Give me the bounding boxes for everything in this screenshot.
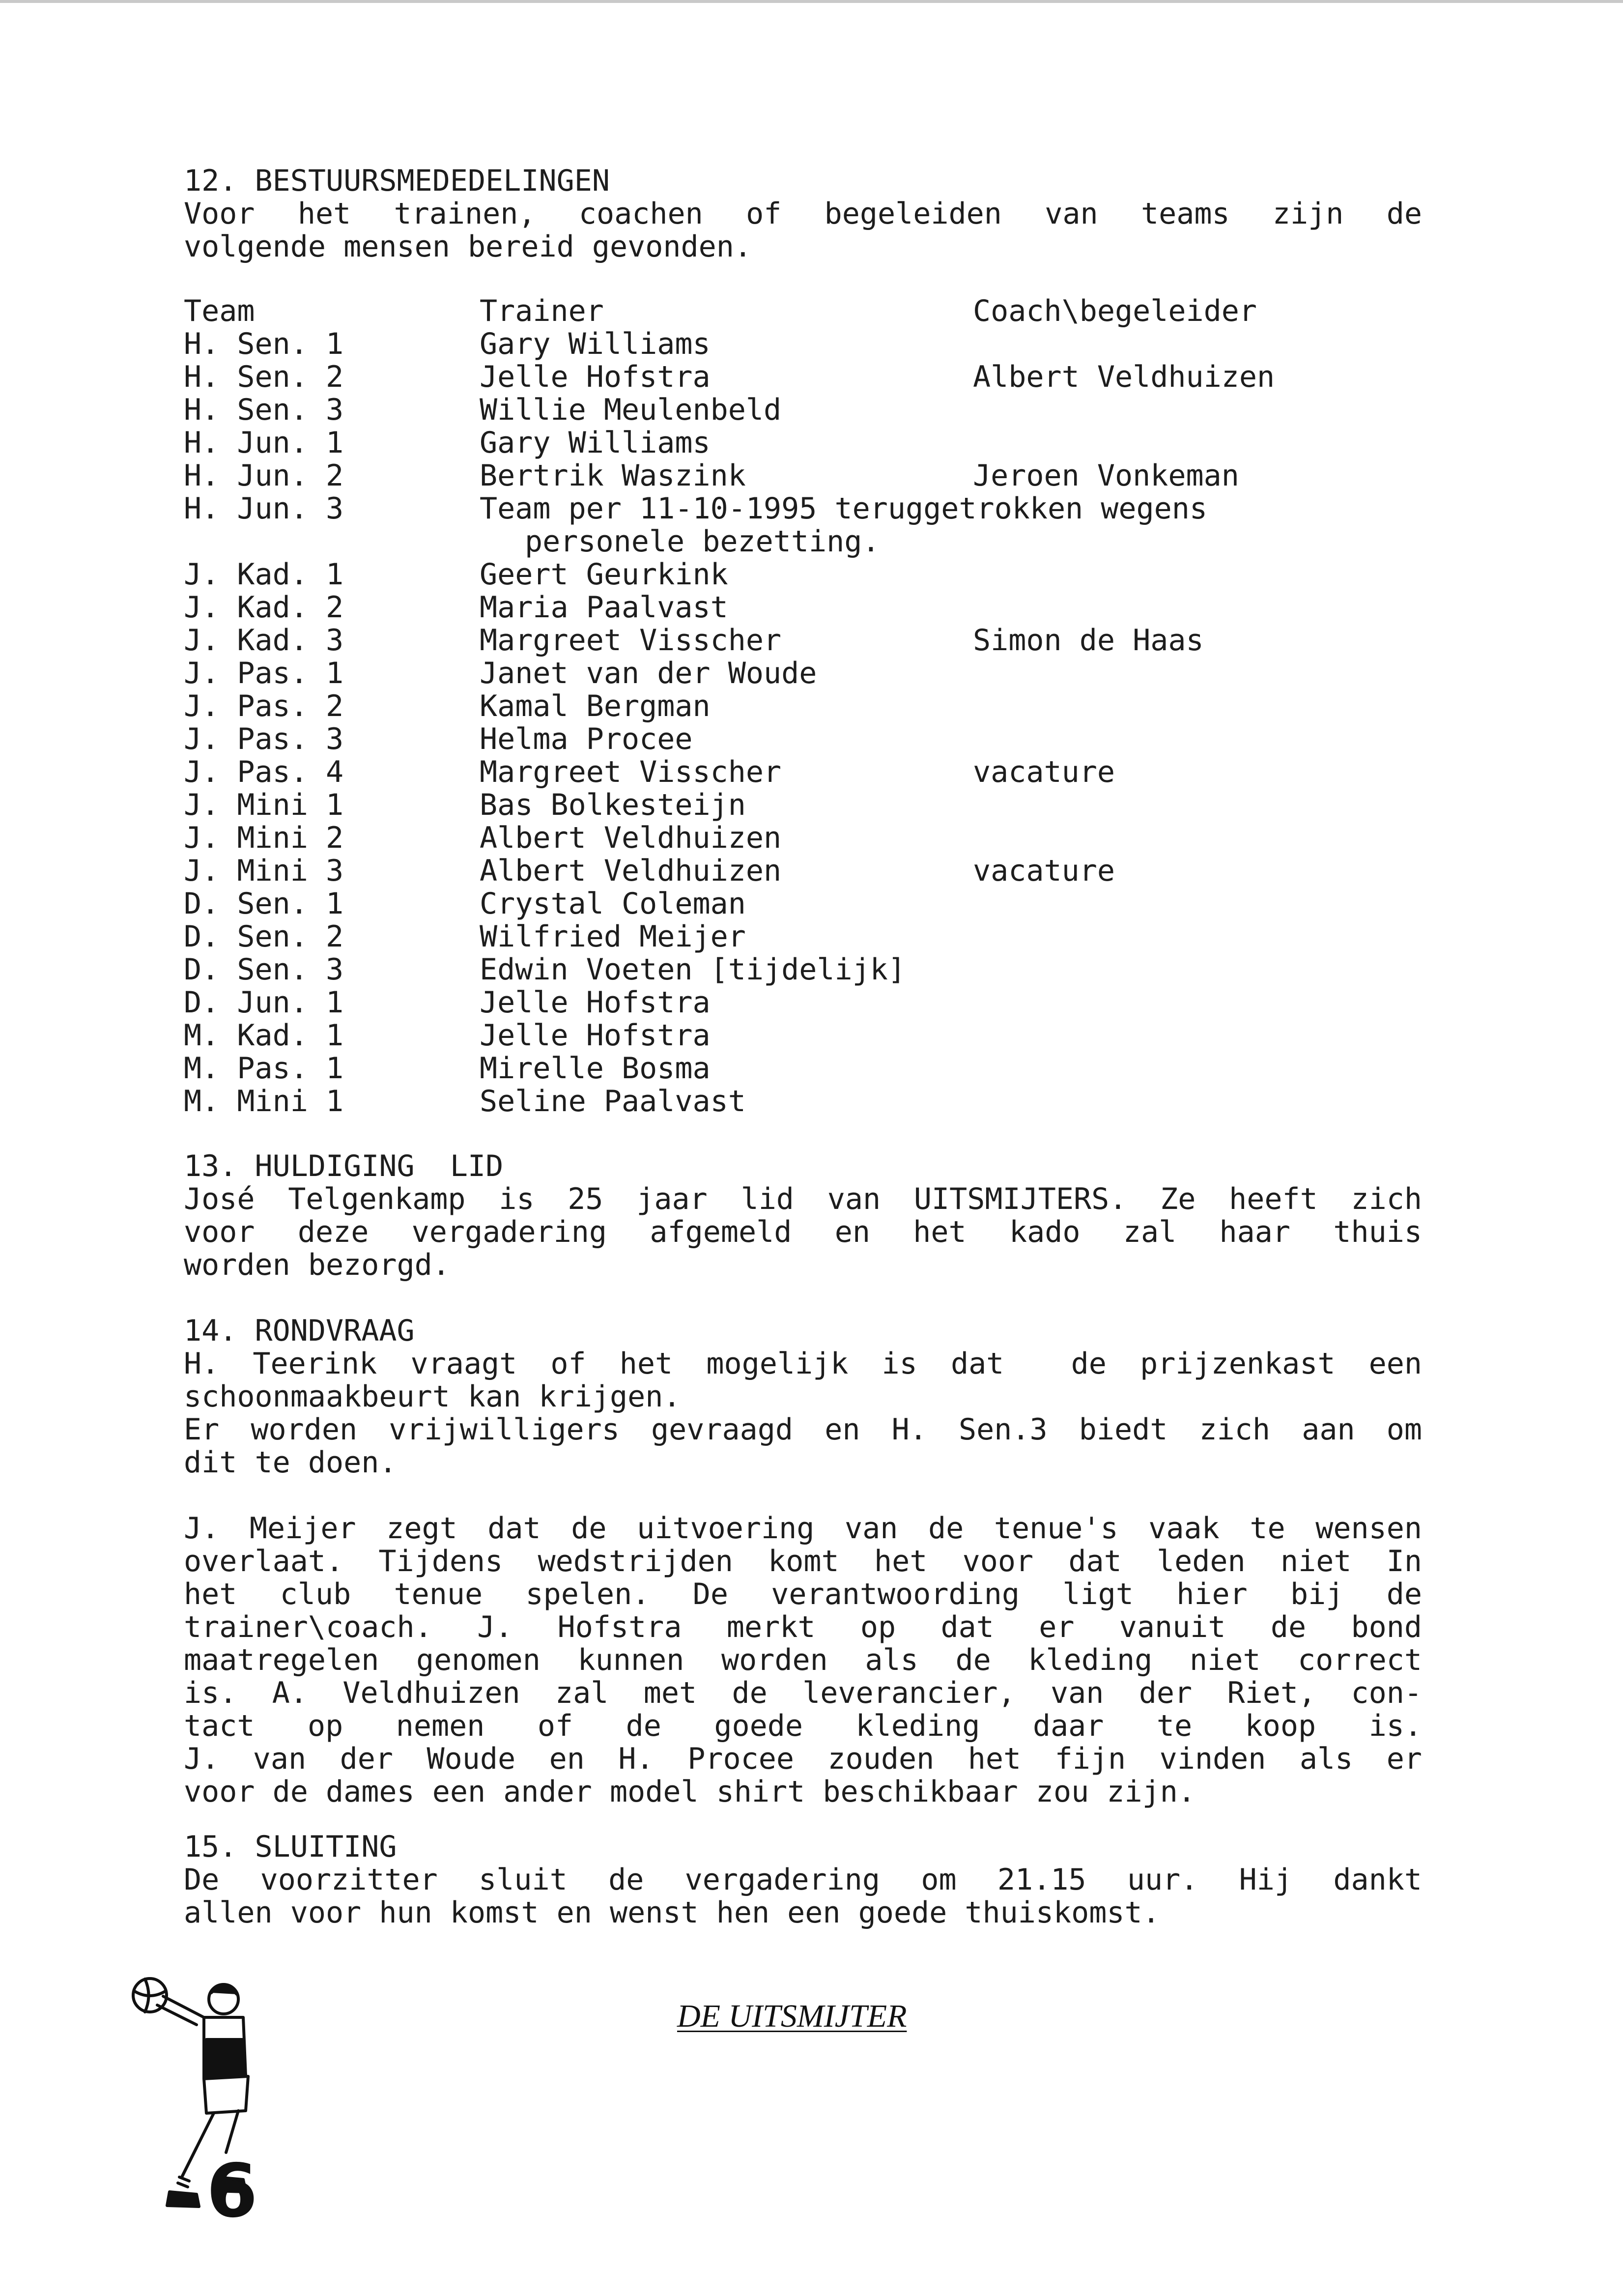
roster-row — [184, 756, 1422, 789]
team-cell: D. Sen. 2 — [184, 919, 344, 954]
team-cell: J. Pas. 2 — [184, 689, 344, 723]
section-15-heading: 15. SLUITING — [184, 1830, 397, 1864]
team-cell: H. Jun. 1 — [184, 426, 344, 460]
section-13-line: worden bezorgd. — [184, 1248, 450, 1282]
trainer-cell: Albert Veldhuizen — [480, 854, 782, 888]
trainer-cell: Willie Meulenbeld — [480, 393, 782, 427]
section-12-intro-line: volgende mensen bereid gevonden. — [184, 230, 752, 264]
team-cell: J. Mini 1 — [184, 788, 344, 822]
trainer-cell: Gary Williams — [480, 426, 711, 460]
section-15-line: De voorzitter sluit de vergadering om 21.15 uur. Hij dankt — [184, 1863, 1422, 1897]
note-cell: personele bezetting. — [525, 524, 880, 559]
roster-row — [184, 888, 1422, 920]
roster-row — [184, 855, 1422, 888]
trainer-cell: Crystal Coleman — [480, 887, 746, 921]
coach-cell: Albert Veldhuizen — [973, 360, 1275, 394]
section-13-heading: 13. HULDIGING LID — [184, 1149, 504, 1183]
roster-row — [184, 624, 1422, 657]
trainer-cell: Seline Paalvast — [480, 1084, 746, 1119]
newsletter-title: DE UITSMIJTER — [677, 1998, 907, 2034]
section-14-line: J. van der Woude en H. Procee zouden het fijn vinden als er — [184, 1742, 1422, 1776]
team-cell: D. Sen. 1 — [184, 887, 344, 921]
roster-row — [184, 361, 1422, 394]
section-14-line: Er worden vrijwilligers gevraagd en H. Sen.3 biedt zich aan om — [184, 1412, 1422, 1447]
trainer-cell: Albert Veldhuizen — [480, 821, 782, 855]
trainer-cell: Bas Bolkesteijn — [480, 788, 746, 822]
section-14-line: H. Teerink vraagt of het mogelijk is dat de prijzenkast een — [184, 1347, 1422, 1381]
team-cell: H. Sen. 3 — [184, 393, 344, 427]
trainer-cell: Edwin Voeten [tijdelijk] — [480, 952, 906, 987]
trainer-cell: Margreet Visscher — [480, 623, 782, 658]
trainer-cell: Maria Paalvast — [480, 590, 728, 625]
roster-row — [184, 558, 1422, 591]
team-cell: D. Sen. 3 — [184, 952, 344, 987]
trainer-cell: Mirelle Bosma — [480, 1051, 711, 1086]
roster-row — [184, 394, 1422, 427]
section-14-line: is. A. Veldhuizen zal met de leverancier, van der Riet, con- — [184, 1676, 1422, 1710]
section-14-line: tact op nemen of de goede kleding daar te koop is. — [184, 1709, 1422, 1743]
trainer-cell: Team per 11-10-1995 teruggetrokken wegens — [480, 491, 1208, 526]
roster-row — [184, 1019, 1422, 1052]
roster-row — [184, 1052, 1422, 1085]
roster-table — [184, 295, 1422, 1118]
roster-row — [184, 953, 1422, 986]
team-cell: M. Kad. 1 — [184, 1018, 344, 1053]
page-number: 6 — [206, 2149, 258, 2231]
team-cell: J. Mini 2 — [184, 821, 344, 855]
roster-row — [184, 822, 1422, 855]
trainer-cell: Jelle Hofstra — [480, 985, 711, 1020]
team-cell: H. Jun. 3 — [184, 491, 344, 526]
team-cell: D. Jun. 1 — [184, 985, 344, 1020]
team-cell: M. Mini 1 — [184, 1084, 344, 1119]
roster-row — [184, 690, 1422, 723]
trainer-cell: Margreet Visscher — [480, 755, 782, 789]
team-cell: H. Sen. 2 — [184, 360, 344, 394]
team-cell: J. Pas. 3 — [184, 722, 344, 756]
section-12-heading: 12. BESTUURSMEDEDELINGEN — [184, 164, 610, 198]
team-cell: J. Kad. 1 — [184, 557, 344, 592]
column-header-team: Team — [184, 294, 255, 328]
section-14-line: overlaat. Tijdens wedstrijden komt het voor dat leden niet In — [184, 1544, 1422, 1578]
roster-row — [184, 723, 1422, 756]
section-13-line: voor deze vergadering afgemeld en het kado zal haar thuis — [184, 1215, 1422, 1249]
roster-header-row — [184, 295, 1422, 328]
basketball-player-icon — [123, 1971, 285, 2231]
coach-cell: Jeroen Vonkeman — [973, 459, 1239, 493]
roster-row — [184, 920, 1422, 953]
team-cell: J. Kad. 3 — [184, 623, 344, 658]
column-header-trainer: Trainer — [480, 294, 604, 328]
coach-cell: Simon de Haas — [973, 623, 1204, 658]
team-cell: H. Sen. 1 — [184, 327, 344, 361]
section-14-line: maatregelen genomen kunnen worden als de kleding niet correct — [184, 1643, 1422, 1677]
roster-row — [184, 427, 1422, 459]
section-13-line: José Telgenkamp is 25 jaar lid van UITSMIJTERS. Ze heeft zich — [184, 1182, 1422, 1216]
trainer-cell: Jelle Hofstra — [480, 1018, 711, 1053]
team-cell: J. Pas. 1 — [184, 656, 344, 690]
team-cell: H. Jun. 2 — [184, 459, 344, 493]
coach-cell: vacature — [973, 854, 1115, 888]
trainer-cell: Wilfried Meijer — [480, 919, 746, 954]
section-14-line: trainer\coach. J. Hofstra merkt op dat er vanuit de bond — [184, 1610, 1422, 1644]
roster-row — [184, 789, 1422, 822]
team-cell: J. Mini 3 — [184, 854, 344, 888]
trainer-cell: Kamal Bergman — [480, 689, 711, 723]
section-14-line: schoonmaakbeurt kan krijgen. — [184, 1379, 681, 1414]
team-cell: J. Kad. 2 — [184, 590, 344, 625]
trainer-cell: Janet van der Woude — [480, 656, 817, 690]
section-12-intro-line: Voor het trainen, coachen of begeleiden van teams zijn de — [184, 197, 1422, 231]
roster-row — [184, 591, 1422, 624]
roster-row — [184, 459, 1422, 492]
trainer-cell: Geert Geurkink — [480, 557, 728, 592]
section-15-line: allen voor hun komst en wenst hen een goede thuiskomst. — [184, 1895, 1160, 1930]
trainer-cell: Jelle Hofstra — [480, 360, 711, 394]
roster-row — [184, 986, 1422, 1019]
roster-row — [184, 328, 1422, 361]
coach-cell: vacature — [973, 755, 1115, 789]
trainer-cell: Bertrik Waszink — [480, 459, 746, 493]
section-14-line: voor de dames een ander model shirt beschikbaar zou zijn. — [184, 1775, 1196, 1809]
team-cell: M. Pas. 1 — [184, 1051, 344, 1086]
team-cell: J. Pas. 4 — [184, 755, 344, 789]
roster-row — [184, 492, 1422, 525]
roster-row — [184, 657, 1422, 690]
roster-row — [184, 1085, 1422, 1118]
section-14-heading: 14. RONDVRAAG — [184, 1314, 415, 1348]
trainer-cell: Gary Williams — [480, 327, 711, 361]
column-header-coach: Coach\begeleider — [973, 294, 1257, 328]
section-14-line: dit te doen. — [184, 1445, 397, 1480]
section-14-line: het club tenue spelen. De verantwoording ligt hier bij de — [184, 1577, 1422, 1611]
roster-row-continuation — [184, 525, 1422, 558]
section-14-line: J. Meijer zegt dat de uitvoering van de tenue's vaak te wensen — [184, 1511, 1422, 1546]
trainer-cell: Helma Procee — [480, 722, 693, 756]
